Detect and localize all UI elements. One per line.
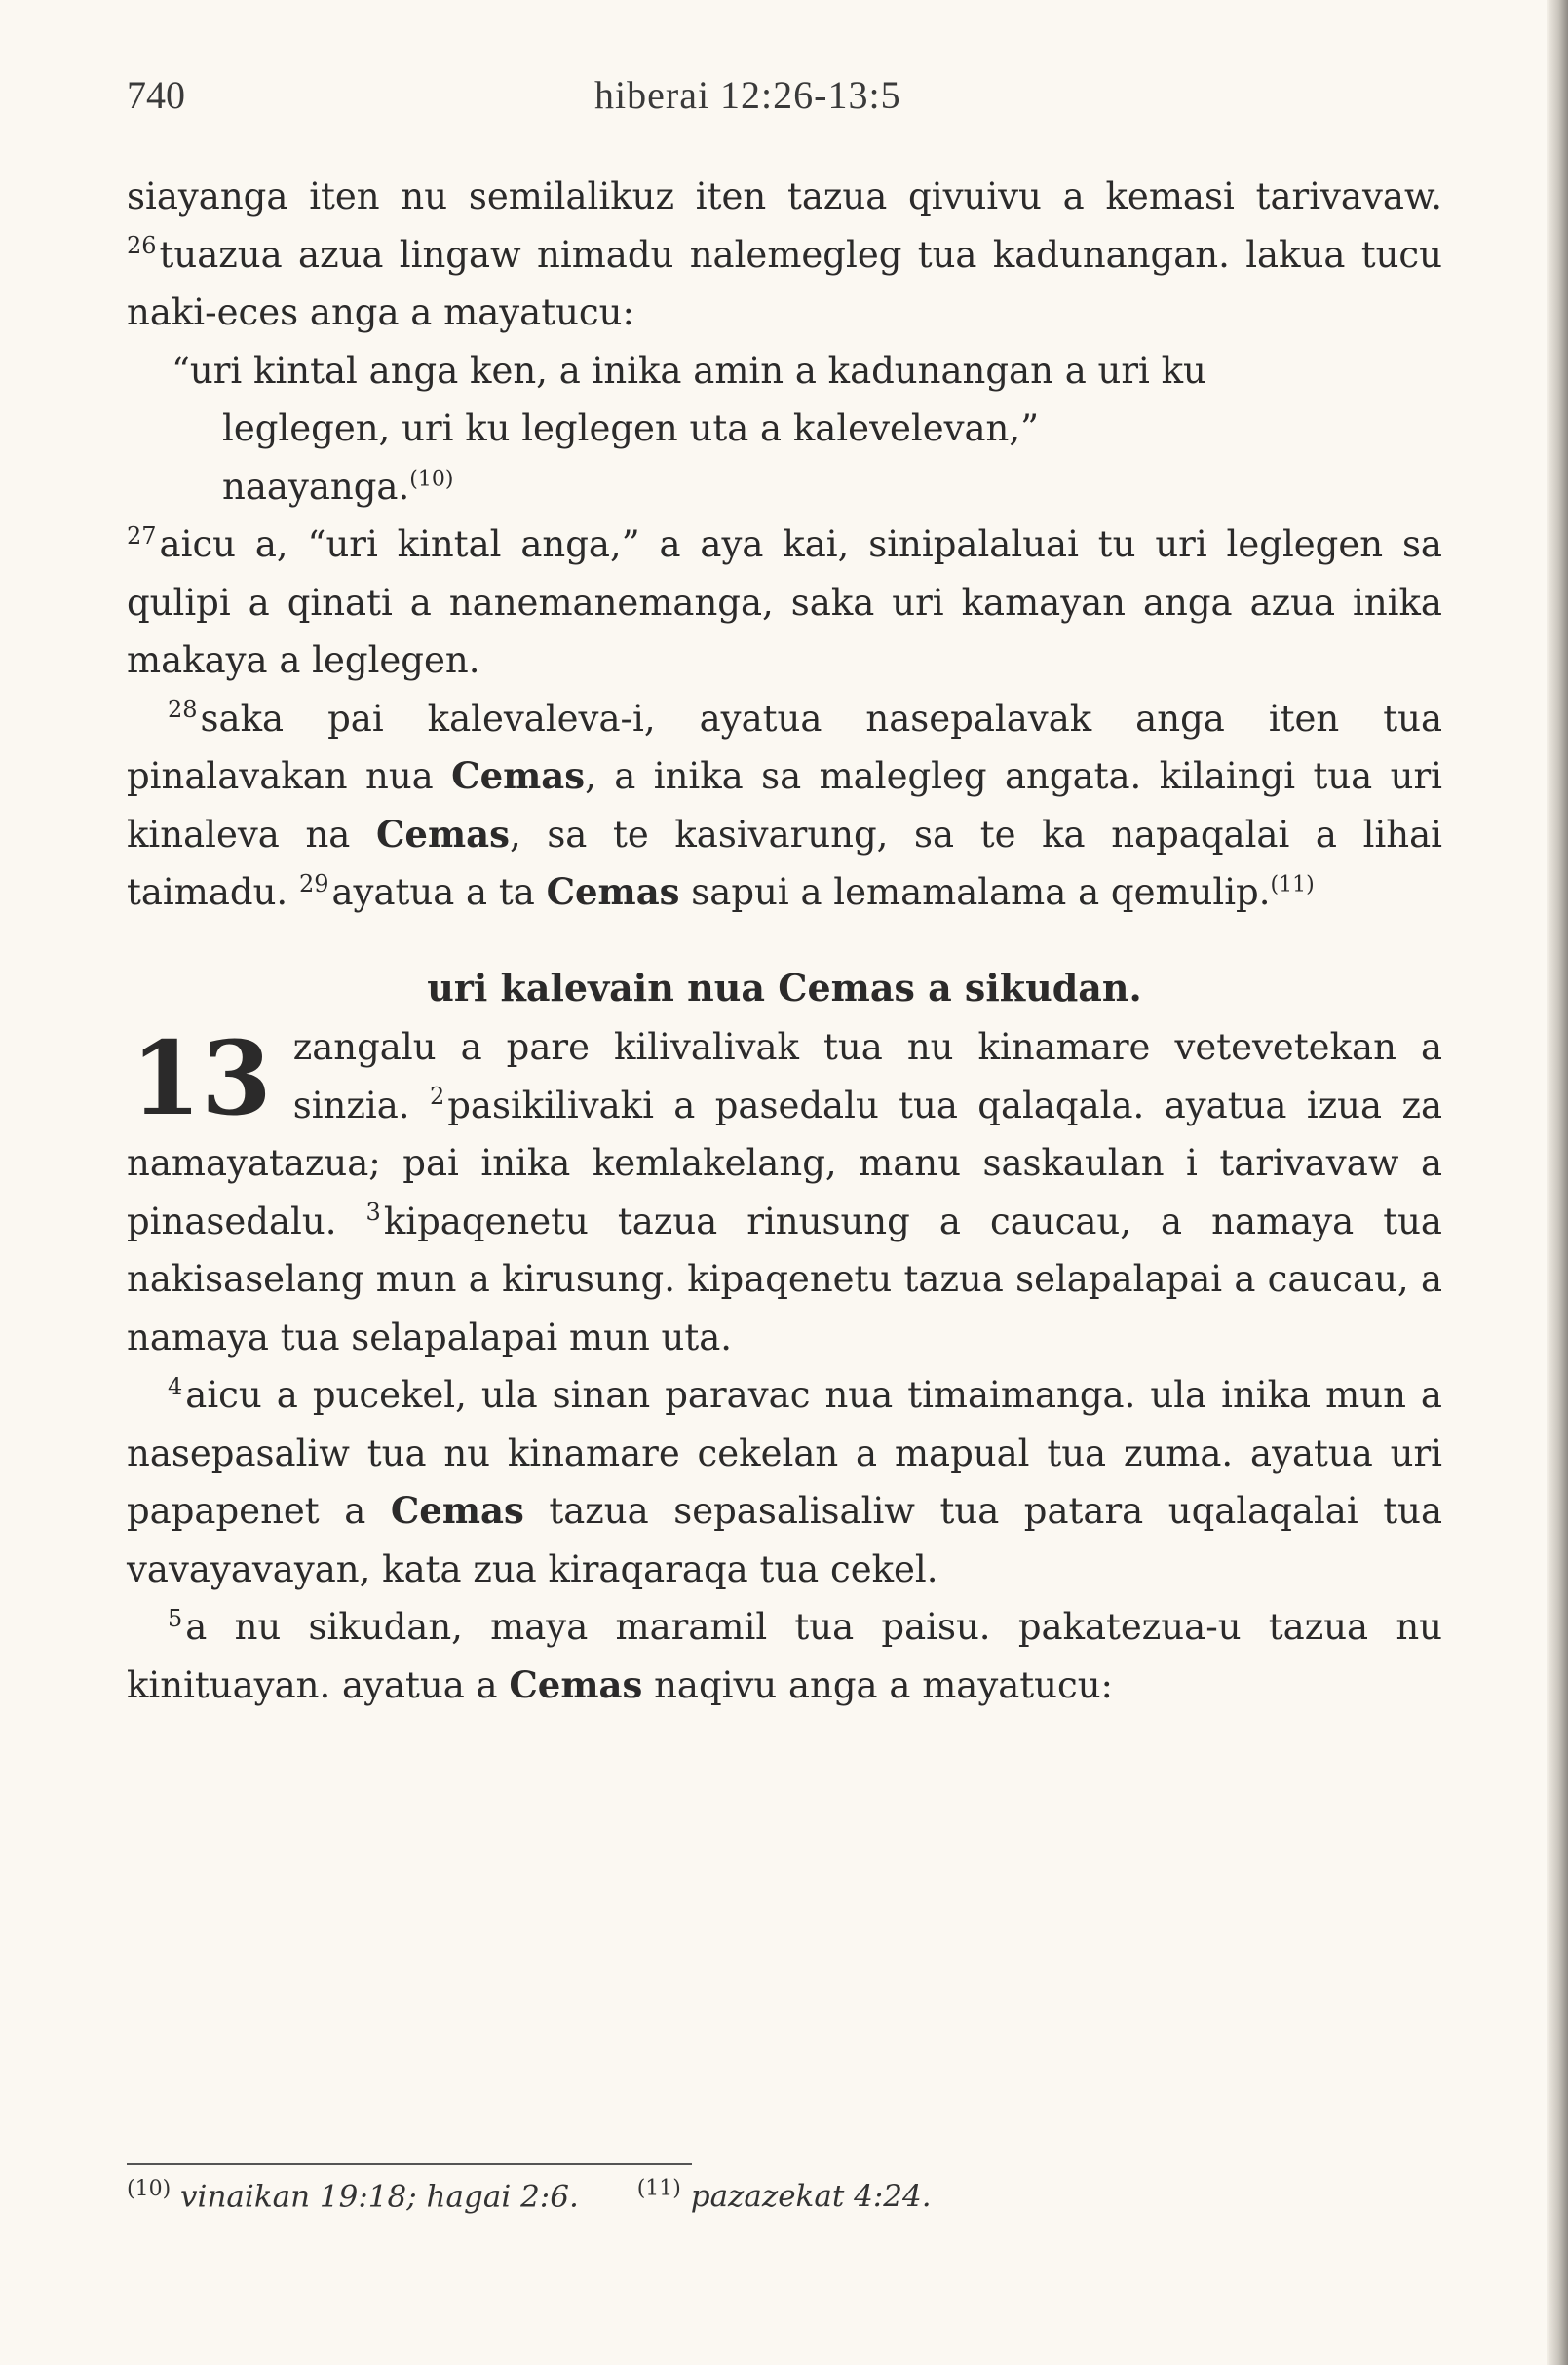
footnotes: [127, 2177, 1442, 2214]
verse-25-end: siayanga iten nu semilalikuz iten tazua qivuivu a kemasi tarivavaw.: [127, 175, 1442, 217]
chapter-number: 13: [131, 1018, 272, 1138]
verse-29: sapui a lemamalama a qemulip.: [691, 871, 1271, 913]
verse-number: 29: [298, 869, 329, 897]
quote-line: “uri kintal anga ken, a inika amin a kadunangan a uri ku: [172, 349, 1206, 392]
page-number: 740: [127, 73, 185, 117]
verse-1: zangalu a pare kilivalivak tua nu kinamare vetevetekan a sinzia.: [292, 1026, 1442, 1126]
footnote-rule: [127, 2163, 692, 2165]
name-cemas: Cemas: [546, 870, 680, 913]
footnote-10: vinaikan 19:18; hagai 2:6.: [180, 2179, 579, 2215]
verse-4: tazua sepasalisaliw tua patara uqalaqalai tua vavayavayan, kata zua kiraqaraqa tua cekel.: [127, 1490, 1443, 1590]
footnote-11-wrap: [637, 2179, 932, 2214]
verse-28: saka pai kalevaleva-i, ayatua nasepalavak anga iten tua pinalavakan nua: [127, 697, 1442, 797]
footnote-ref: (11): [1270, 872, 1315, 897]
footnote-mark: (10): [127, 2177, 172, 2201]
verse-number: 4: [168, 1372, 183, 1400]
paragraph-v5: [127, 1598, 1442, 1714]
verse-number: 3: [365, 1199, 381, 1227]
paragraph-v25-26: [127, 168, 1442, 342]
verse-4: aicu a pucekel, ula sinan paravac nua timaimanga. ula inika mun a nasepasaliw tua nu kinamare cekelan a mapual tua zuma. ayatua uri papapenet a: [127, 1374, 1442, 1532]
name-cemas: Cemas: [390, 1489, 524, 1532]
chapter-13: [127, 1018, 1442, 1366]
quote-end: naayanga.: [222, 465, 410, 508]
verse-number: 5: [168, 1604, 183, 1632]
quote-line: leglegen, uri ku leglegen uta a kalevelevan,”: [222, 407, 1040, 449]
footnote-mark: (11): [636, 2177, 681, 2201]
main-text: [127, 168, 1442, 1714]
running-head: hiberai 12:26-13:5: [594, 73, 901, 117]
verse-5: a nu sikudan, maya maramil tua paisu. pakatezua-u tazua nu kinituayan. ayatua a: [127, 1606, 1442, 1706]
verse-3: kipaqenetu tazua rinusung a caucau, a namaya tua nakisaselang mun a kirusung. kipaqenetu tazua selapalapai a caucau, a namaya tua selapalapai mun uta.: [127, 1200, 1442, 1358]
verse-number: 26: [127, 232, 157, 260]
verse-28: , a inika sa malegleg angata. kilaingi tua uri kinaleva na: [127, 755, 1442, 856]
verse-2: pasikilivaki a pasedalu tua qalaqala. ayatua izua za namayatazua; pai inika kemlakelang, manu saskaulan i tarivavaw a pinasedalu.: [127, 1084, 1443, 1242]
name-cemas: Cemas: [509, 1662, 643, 1706]
paragraph-v28-29: [127, 690, 1442, 922]
verse-number: 2: [429, 1083, 445, 1111]
paragraph-v1-3: [127, 1018, 1442, 1366]
verse-29: ayatua a ta: [331, 871, 535, 913]
verse-26: tuazua azua lingaw nimadu nalemegleg tua kadunangan. lakua tucu naki-eces anga a mayatucu:: [127, 233, 1442, 333]
name-cemas: Cemas: [375, 812, 510, 856]
footnote-ref: (10): [409, 467, 454, 492]
footnote-11: pazazekat 4:24.: [690, 2179, 932, 2215]
page-edge: [1547, 0, 1568, 2365]
paragraph-v4: [127, 1366, 1442, 1598]
verse-27: aicu a, “uri kintal anga,” a aya kai, sinipalaluai tu uri leglegen sa qulipi a qinati a nanemanemanga, saka uri kamayan anga azua inika makaya a leglegen.: [127, 523, 1442, 681]
section-heading: uri kalevain nua Cemas a sikudan.: [427, 965, 1142, 1010]
verse-28: , sa te kasivarung, sa te ka napaqalai a lihai taimadu.: [127, 813, 1443, 913]
quote-line: [127, 458, 1442, 516]
verse-5: naqivu anga a mayatucu:: [654, 1663, 1114, 1706]
verse-number: 28: [168, 696, 198, 724]
paragraph-v27: [127, 515, 1442, 690]
name-cemas: Cemas: [451, 754, 586, 797]
verse-number: 27: [127, 521, 157, 550]
